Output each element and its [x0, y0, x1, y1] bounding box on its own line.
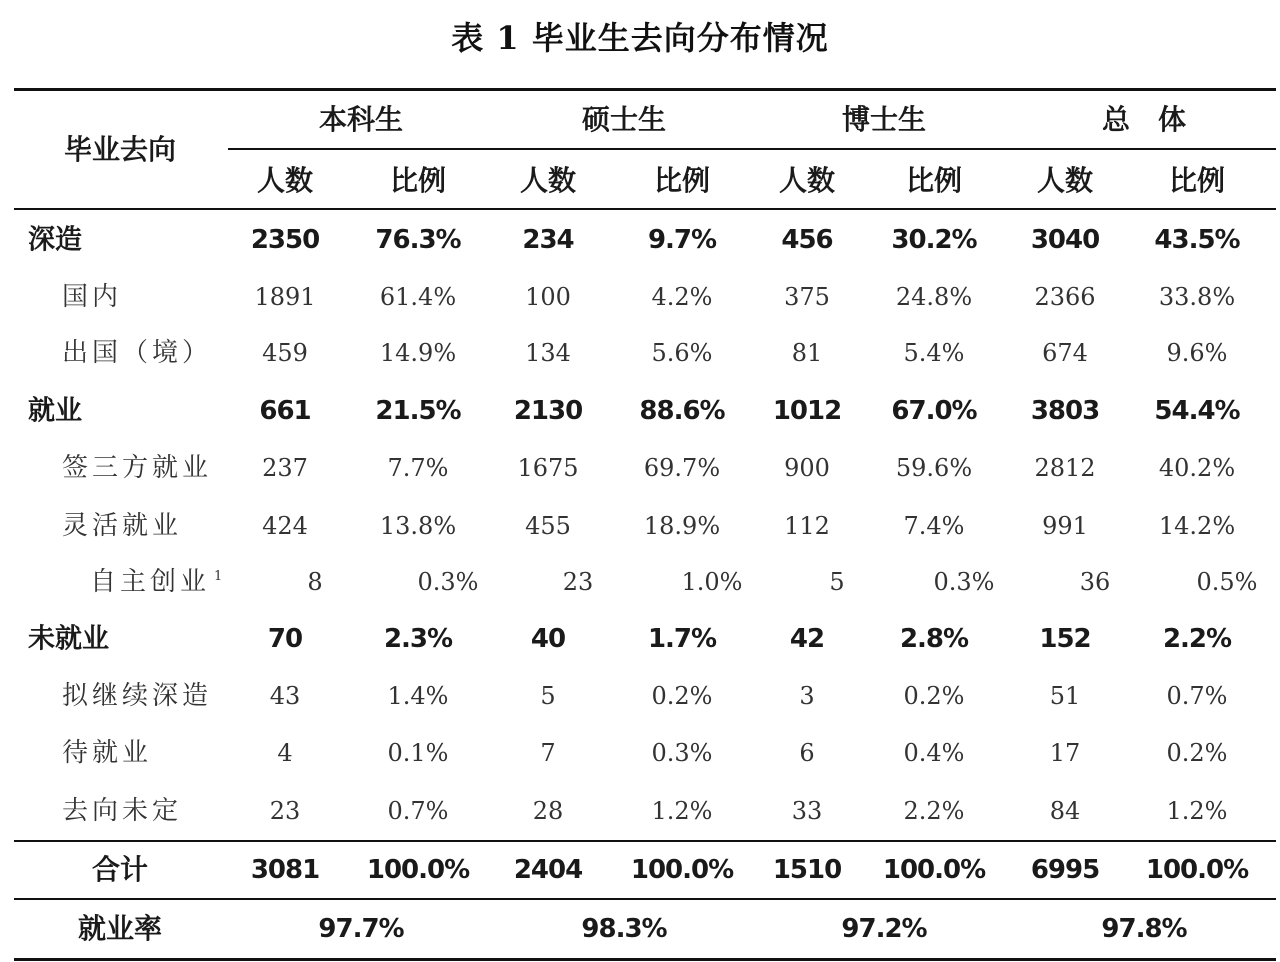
total-count-cell: 6995 — [1030, 855, 1100, 885]
ratio-cell: 9.7% — [647, 225, 717, 255]
ratio-cell: 18.9% — [643, 512, 721, 540]
count-cell: 459 — [262, 339, 308, 367]
count-cell: 36 — [1079, 568, 1111, 596]
count-cell: 8 — [307, 568, 323, 596]
rate-cell: 98.3% — [581, 914, 667, 944]
rate-cell: 97.8% — [1101, 914, 1187, 944]
count-cell: 4 — [277, 739, 293, 767]
ratio-cell: 2.3% — [383, 624, 453, 654]
ratio-cell: 5.6% — [651, 339, 713, 367]
total-label: 合计 — [91, 853, 149, 886]
count-cell: 237 — [262, 454, 308, 482]
count-cell: 674 — [1042, 339, 1088, 367]
group-header: 博士生 — [841, 103, 927, 136]
ratio-cell: 0.4% — [903, 739, 965, 767]
count-cell: 2130 — [513, 396, 583, 426]
count-cell: 1012 — [772, 396, 842, 426]
ratio-cell: 69.7% — [643, 454, 721, 482]
ratio-cell: 1.0% — [681, 568, 743, 596]
ratio-header: 比例 — [905, 164, 963, 197]
total-rule — [14, 840, 1276, 842]
row-label — [28, 395, 82, 427]
count-cell: 28 — [532, 797, 564, 825]
count-cell: 900 — [784, 454, 830, 482]
group-header: 本科生 — [318, 103, 404, 136]
count-cell: 3040 — [1030, 225, 1100, 255]
count-cell: 661 — [259, 396, 311, 426]
ratio-cell: 43.5% — [1154, 225, 1240, 255]
count-cell: 2350 — [250, 225, 320, 255]
rate-cell: 97.7% — [318, 914, 404, 944]
ratio-header: 比例 — [389, 164, 447, 197]
ratio-cell: 88.6% — [639, 396, 725, 426]
ratio-cell: 1.2% — [651, 797, 713, 825]
count-cell: 7 — [540, 739, 556, 767]
count-cell: 2812 — [1034, 454, 1096, 482]
row-label-header: 毕业去向 — [63, 133, 177, 166]
rate-rule — [14, 898, 1276, 900]
count-cell: 375 — [784, 283, 830, 311]
count-cell: 1891 — [254, 283, 316, 311]
group-header: 硕士生 — [581, 103, 667, 136]
ratio-cell: 0.3% — [933, 568, 995, 596]
ratio-cell: 0.3% — [417, 568, 479, 596]
ratio-cell: 0.2% — [903, 682, 965, 710]
count-cell: 1675 — [517, 454, 579, 482]
row-label-text: 出国（境） — [62, 338, 213, 368]
row-label — [28, 224, 82, 256]
row-label-text: 去向未定 — [62, 796, 183, 826]
row-label — [62, 683, 212, 709]
ratio-cell: 4.2% — [651, 283, 713, 311]
row-label — [90, 569, 222, 595]
ratio-cell: 1.2% — [1166, 797, 1228, 825]
rate-cell: 97.2% — [841, 914, 927, 944]
ratio-cell: 61.4% — [379, 283, 457, 311]
rate-label: 就业率 — [77, 912, 163, 945]
count-cell: 6 — [799, 739, 815, 767]
count-cell: 2366 — [1034, 283, 1096, 311]
table-title: 表 1 毕业生去向分布情况 — [451, 19, 829, 57]
count-header: 人数 — [1036, 164, 1094, 197]
ratio-cell: 14.2% — [1158, 512, 1236, 540]
count-cell: 51 — [1049, 682, 1081, 710]
count-cell: 424 — [262, 512, 308, 540]
count-cell: 43 — [269, 682, 301, 710]
ratio-cell: 0.2% — [1166, 739, 1228, 767]
row-label-text: 签三方就业 — [62, 453, 213, 483]
ratio-cell: 2.2% — [903, 797, 965, 825]
count-header: 人数 — [519, 164, 577, 197]
row-label — [62, 513, 182, 539]
count-cell: 100 — [525, 283, 571, 311]
ratio-cell: 0.3% — [651, 739, 713, 767]
ratio-cell: 7.4% — [903, 512, 965, 540]
ratio-cell: 1.7% — [647, 624, 717, 654]
count-cell: 134 — [525, 339, 571, 367]
ratio-header: 比例 — [1168, 164, 1226, 197]
ratio-cell: 40.2% — [1158, 454, 1236, 482]
row-label-text: 深造 — [28, 224, 82, 256]
count-cell: 456 — [781, 225, 833, 255]
ratio-cell: 2.8% — [899, 624, 969, 654]
ratio-cell: 30.2% — [891, 225, 977, 255]
ratio-header: 比例 — [653, 164, 711, 197]
group-rule — [228, 148, 1276, 150]
row-label-text: 待就业 — [62, 738, 153, 768]
ratio-cell: 67.0% — [891, 396, 977, 426]
total-count-cell: 3081 — [250, 855, 320, 885]
row-label-text: 国内 — [62, 282, 123, 312]
ratio-cell: 0.7% — [387, 797, 449, 825]
count-cell: 234 — [522, 225, 574, 255]
ratio-cell: 54.4% — [1154, 396, 1240, 426]
count-cell: 5 — [829, 568, 845, 596]
ratio-cell: 13.8% — [379, 512, 457, 540]
ratio-cell: 0.1% — [387, 739, 449, 767]
group-header: 总 体 — [1101, 103, 1187, 136]
total-ratio-cell: 100.0% — [1145, 855, 1249, 885]
total-ratio-cell: 100.0% — [366, 855, 470, 885]
ratio-cell: 14.9% — [379, 339, 457, 367]
row-label — [62, 455, 212, 481]
bottom-rule — [14, 958, 1276, 961]
row-label-text: 拟继续深造 — [62, 681, 213, 711]
total-count-cell: 1510 — [772, 855, 842, 885]
ratio-cell: 0.2% — [651, 682, 713, 710]
count-cell: 3 — [799, 682, 815, 710]
footnote-marker: 1 — [214, 569, 223, 585]
ratio-cell: 59.6% — [895, 454, 973, 482]
total-ratio-cell: 100.0% — [882, 855, 986, 885]
ratio-cell: 24.8% — [895, 283, 973, 311]
count-cell: 112 — [784, 512, 830, 540]
count-cell: 3803 — [1030, 396, 1100, 426]
row-label-text: 灵活就业 — [62, 511, 183, 541]
count-cell: 152 — [1039, 624, 1091, 654]
row-label — [28, 623, 109, 655]
count-cell: 23 — [269, 797, 301, 825]
row-label — [62, 284, 122, 310]
count-header: 人数 — [778, 164, 836, 197]
ratio-cell: 5.4% — [903, 339, 965, 367]
count-cell: 5 — [540, 682, 556, 710]
row-label — [62, 340, 212, 366]
row-label — [62, 798, 182, 824]
count-cell: 70 — [267, 624, 303, 654]
ratio-cell: 7.7% — [387, 454, 449, 482]
count-header: 人数 — [256, 164, 314, 197]
ratio-cell: 9.6% — [1166, 339, 1228, 367]
ratio-cell: 76.3% — [375, 225, 461, 255]
count-cell: 23 — [562, 568, 594, 596]
count-cell: 991 — [1042, 512, 1088, 540]
ratio-cell: 0.5% — [1196, 568, 1258, 596]
count-cell: 81 — [791, 339, 823, 367]
row-label-text: 自主创业 — [90, 567, 211, 597]
count-cell: 40 — [530, 624, 566, 654]
ratio-cell: 2.2% — [1162, 624, 1232, 654]
count-cell: 84 — [1049, 797, 1081, 825]
ratio-cell: 0.7% — [1166, 682, 1228, 710]
top-rule — [14, 88, 1276, 91]
count-cell: 42 — [789, 624, 825, 654]
total-count-cell: 2404 — [513, 855, 583, 885]
count-cell: 455 — [525, 512, 571, 540]
total-ratio-cell: 100.0% — [630, 855, 734, 885]
ratio-cell: 1.4% — [387, 682, 449, 710]
count-cell: 33 — [791, 797, 823, 825]
row-label-text: 就业 — [28, 395, 82, 427]
ratio-cell: 33.8% — [1158, 283, 1236, 311]
ratio-cell: 21.5% — [375, 396, 461, 426]
header-rule — [14, 208, 1276, 210]
row-label — [62, 740, 152, 766]
count-cell: 17 — [1049, 739, 1081, 767]
row-label-text: 未就业 — [28, 623, 109, 655]
